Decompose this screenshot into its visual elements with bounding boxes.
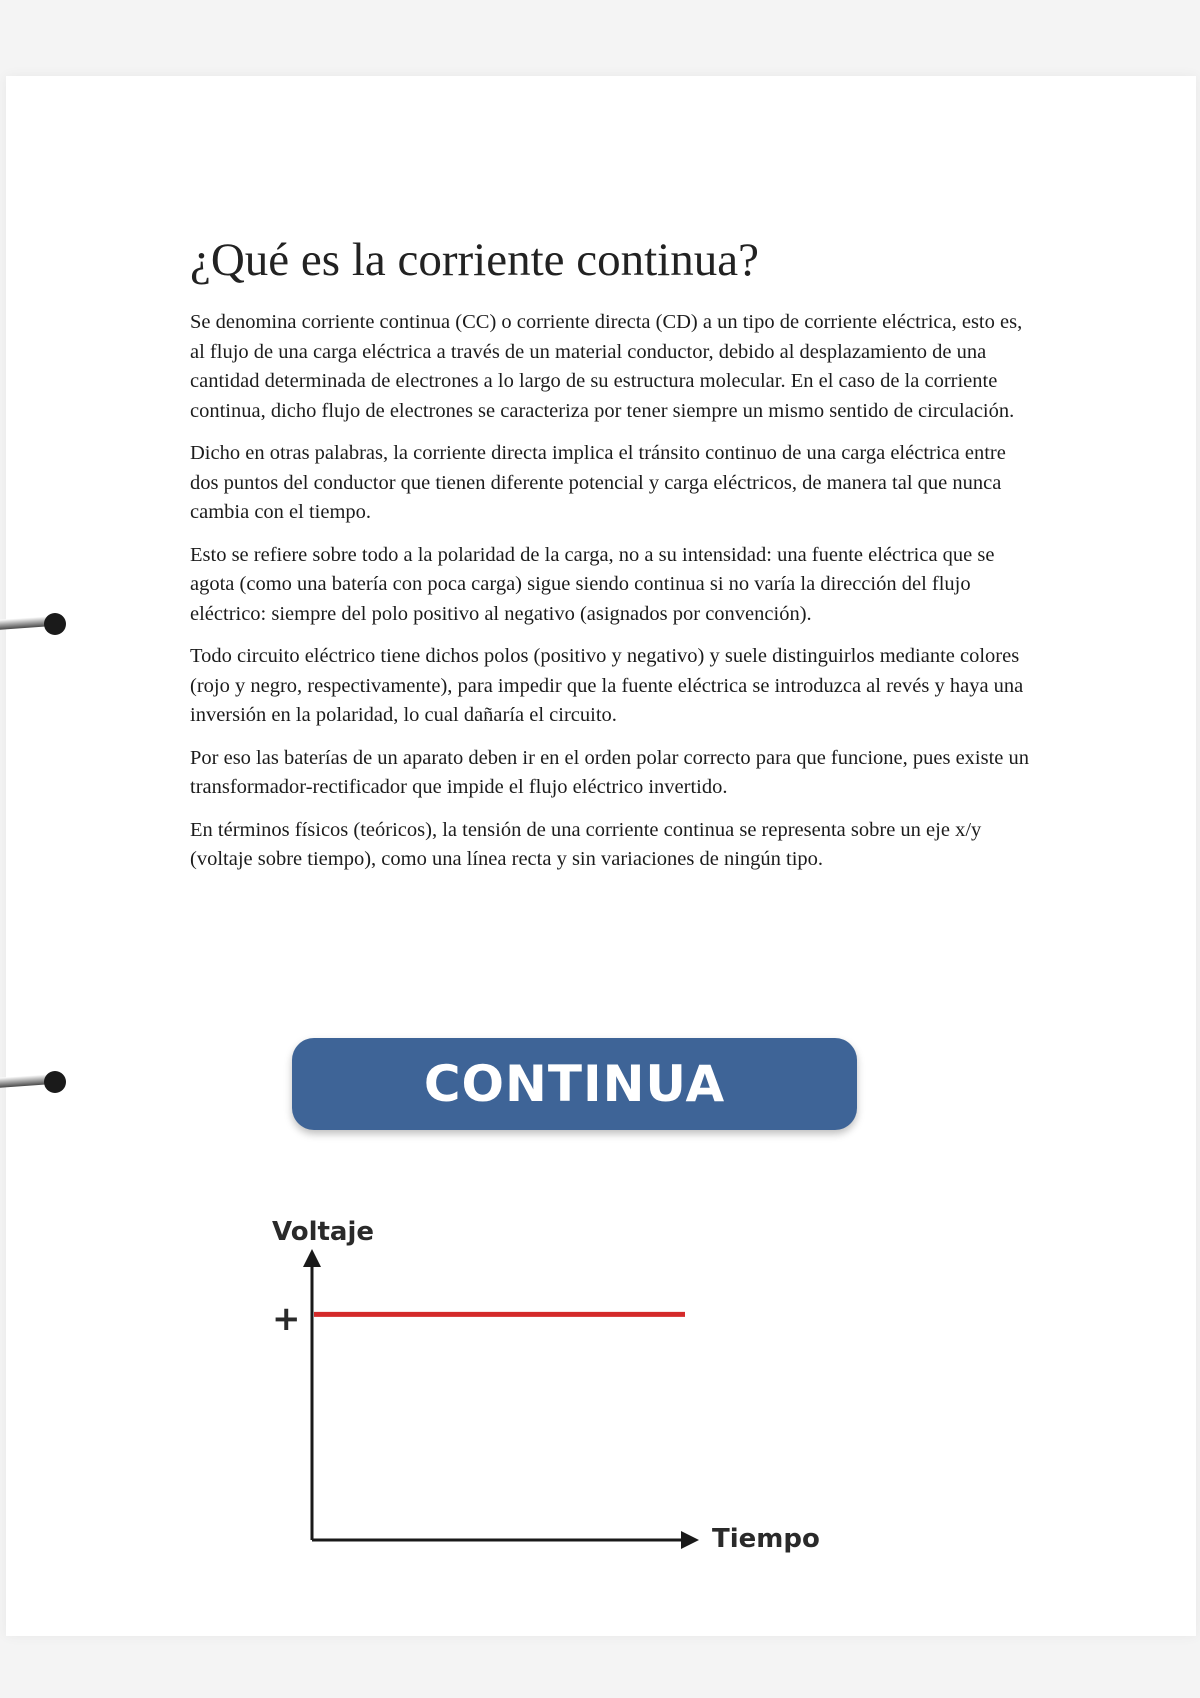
paragraph-4: Todo circuito eléctrico tiene dichos polos (positivo y negativo) y suele distinguirlos mediante colores (rojo y negro, respectivamente), para impedir que la fuente eléctrica se introduzca al revés y haya una inversión en la polaridad, lo cual dañaría el circuito. (190, 645, 1024, 726)
document-body (190, 232, 1030, 888)
paragraph-3: Esto se refiere sobre todo a la polaridad de la carga, no a su intensidad: una fuente eléctrica que se agota (como una batería con poca carga) sigue siendo continua si no varía la dirección del flujo eléctrico: siempre del polo positivo al negativo (asignados por convención). (190, 543, 995, 625)
paragraph-6: En términos físicos (teóricos), la tensión de una corriente continua se representa sobre un eje x/y (voltaje sobre tiempo), como una línea recta y sin variaciones de ningún tipo. (190, 818, 982, 870)
x-axis-label: Tiempo (712, 1524, 820, 1554)
paragraph-1: Se denomina corriente continua (CC) o corriente directa (CD) a un tipo de corriente eléctrica, esto es, al flujo de una carga eléctrica a través de un material conductor, debido al desplazamiento de una cantidad determinada de electrones a lo largo de su estructura molecular. En el caso de la corriente continua, dicho flujo de electrones se caracteriza por tener siempre un mismo sentido de circulación. (190, 311, 1023, 422)
binder-ring-top (0, 610, 64, 638)
y-tick-label-plus: + (272, 1299, 301, 1339)
paragraph-5: Por eso las baterías de un aparato deben ir en el orden polar correcto para que funcione, pues existe un transformador-rectificador que impide el flujo eléctrico invertido. (190, 746, 1030, 798)
document-title: ¿Qué es la corriente continua? (190, 234, 759, 286)
continua-banner (292, 1038, 857, 1130)
binder-ring-bottom (0, 1068, 64, 1096)
banner-label: CONTINUA (423, 1055, 726, 1113)
y-axis-label: Voltaje (272, 1217, 374, 1247)
voltage-chart (250, 1200, 850, 1580)
paragraph-2: Dicho en otras palabras, la corriente directa implica el tránsito continuo de una carga eléctrica entre dos puntos del conductor que tienen diferente potencial y carga eléctricos, de manera tal que nunca cambia con el tiempo. (190, 442, 1006, 523)
